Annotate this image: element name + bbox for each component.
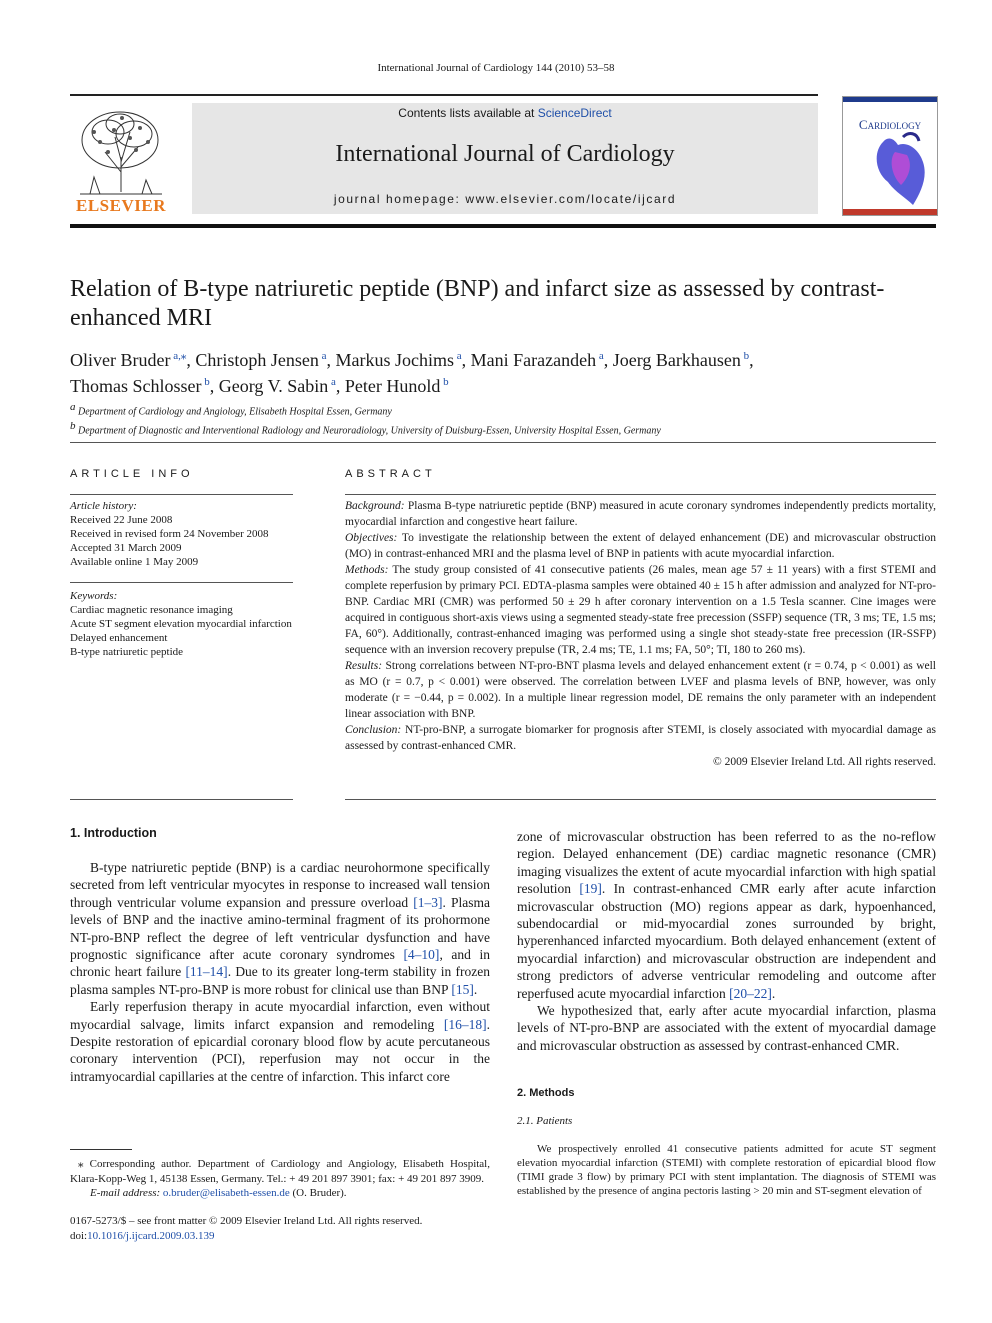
author-separator: ,: [461, 350, 471, 370]
author-separator: ,: [186, 350, 196, 370]
author-name: Christoph Jensen: [195, 350, 319, 370]
affiliation-text: Department of Cardiology and Angiology, Elisabeth Hospital Essen, Germany: [75, 406, 392, 418]
affiliation-mark: a: [70, 401, 76, 413]
author-name: Georg V. Sabin: [218, 376, 329, 396]
author-affiliation-mark[interactable]: a,⁎: [170, 350, 187, 362]
author-name: Markus Jochims: [335, 350, 454, 370]
history-item: Accepted 31 March 2009: [70, 542, 182, 554]
history-item: Received 22 June 2008: [70, 514, 173, 526]
abstract-sections: [345, 498, 936, 754]
text-run: . In contrast-enhanced CMR early after acute infarction microvascular obstruction (MO) regions appear as dark, hypoenhanced, subendocardial or mid-myocardial zones surrounded by bright, hyperenhanced infarcted myocardium. Both delayed enhancement (extent of myocardial infarction) and microvascular obstruction are independent and strong predictors of adverse ventricular remodeling and outcome after reperfused acute myocardial infarction: [517, 881, 936, 1001]
keywords-block: [70, 589, 320, 659]
author-affiliation-mark[interactable]: b: [440, 376, 449, 388]
abstract-label: Conclusion:: [345, 724, 402, 736]
journal-name: International Journal of Cardiology: [335, 141, 675, 167]
intro-paragraph-3: [517, 828, 936, 1002]
running-head: International Journal of Cardiology 144 (2010) 53–58: [377, 62, 615, 74]
text-run: . Due to its greater long-term stability in frozen plasma samples NT-pro-BNP is more robust for clinical use than BNP: [70, 964, 490, 997]
keywords-label: Keywords:: [70, 590, 118, 602]
author-name: Thomas Schlosser: [70, 376, 202, 396]
text-run: . Despite restoration of epicardial coronary blood flow by acute percutaneous coronary intervention (PCI), reperfusion may not occur in the intramyocardial capillaries at the centre of infarction. This infarct core: [70, 1016, 490, 1084]
introduction-heading: 1. Introduction: [70, 826, 157, 840]
abstract-section: [345, 658, 936, 722]
abstract-text: Strong correlations between NT-pro-BNT plasma levels and delayed enhancement extent (r = 0.74, p < 0.001) as well as MO (r = 0.7, p < 0.001) were observed. The correlation between LVEF and plasma levels of BNP, however, was only moderate (r = −0.44, p = 0.002). In a multiple linear regression model, DE remains the only parameter with an independent linear association with BNP.: [345, 660, 936, 720]
sciencedirect-link[interactable]: ScienceDirect: [537, 106, 612, 120]
intro-paragraph-4: We hypothesized that, early after acute myocardial infarction, plasma levels of NT-pro-BNP are associated with the extent of myocardial damage and microvascular obstruction as assessed by contrast-enhanced CMR.: [517, 1003, 936, 1053]
body-column-left: [70, 859, 490, 1085]
footnote-rule: [70, 1149, 132, 1150]
history-item: Available online 1 May 2009: [70, 556, 199, 568]
intro-paragraph-2: [70, 998, 490, 1085]
methods-heading: 2. Methods: [517, 1087, 575, 1099]
affiliation-text: Department of Diagnostic and Interventional Radiology and Neuroradiology, University of Duisburg-Essen, University Hospital Essen, Germany: [75, 425, 661, 437]
text-run: .: [771, 985, 776, 1001]
citation-link[interactable]: [4–10]: [403, 947, 440, 963]
patients-text: [517, 1142, 936, 1198]
abstract-label: Background:: [345, 500, 405, 512]
author-separator: ,: [749, 350, 754, 370]
abstract-section: [345, 562, 936, 658]
author-list: [70, 345, 936, 397]
author-separator: ,: [603, 350, 613, 370]
author-name: Oliver Bruder: [70, 350, 171, 370]
abstract-text: To investigate the relationship between the extent of delayed enhancement (DE) and microvascular obstruction (MO) in contrast-enhanced MRI and the plasma level of BNP in patients with acute myocardial infarction.: [345, 532, 936, 560]
issn-block: [70, 1214, 490, 1243]
patients-subheading: 2.1. Patients: [517, 1115, 573, 1127]
affiliation: [70, 400, 936, 419]
history-label: Article history:: [70, 500, 137, 512]
text-run: , and in chronic heart failure: [70, 947, 490, 980]
abstract-rule: [345, 494, 936, 495]
keyword: B-type natriuretic peptide: [70, 646, 184, 658]
article-history: [70, 499, 300, 569]
author-separator: ,: [335, 376, 345, 396]
copyright-line: © 2009 Elsevier Ireland Ltd. All rights reserved.: [712, 756, 936, 768]
body-column-right: [517, 828, 936, 1054]
email-link[interactable]: o.bruder@elisabeth-essen.de: [162, 1187, 290, 1199]
corresponding-author-footnote: [70, 1157, 490, 1201]
doi-link[interactable]: 10.1016/j.ijcard.2009.03.139: [87, 1229, 215, 1242]
citation-link[interactable]: [15]: [451, 981, 474, 997]
keyword: Cardiac magnetic resonance imaging: [70, 604, 233, 616]
affiliation-rule: [70, 442, 936, 443]
author-affiliation-mark[interactable]: a: [328, 376, 336, 388]
publisher-wordmark: ELSEVIER: [76, 196, 166, 215]
author-name: Mani Farazandeh: [470, 350, 597, 370]
abstract-section: [345, 722, 936, 754]
email-label: E-mail address:: [90, 1187, 161, 1199]
affiliation-mark: b: [70, 420, 76, 433]
masthead-top-rule: [70, 94, 818, 96]
citation-link[interactable]: [11–14]: [185, 964, 228, 980]
header-rule: [70, 224, 936, 228]
intro-paragraph-1: [70, 859, 490, 998]
abstract-section: [345, 498, 936, 530]
text-run: Early reperfusion therapy in acute myocardial infarction, even without myocardial salvage, limits infarct expansion and remodeling: [70, 999, 490, 1032]
keywords-rule: [70, 582, 293, 583]
abstract-heading: ABSTRACT: [345, 468, 436, 480]
author-separator: ,: [209, 376, 219, 396]
article-info-heading: ARTICLE INFO: [70, 468, 194, 480]
journal-cover-thumbnail: [842, 96, 938, 216]
abstract-bottom-rule: [345, 799, 936, 800]
footnote-mark: ⁎: [78, 1158, 84, 1170]
author-affiliation-mark[interactable]: b: [740, 350, 750, 362]
abstract-text: Plasma B-type natriuretic peptide (BNP) measured in acute coronary syndromes independently predicts mortality, myocardial infarction and congestive heart failure.: [345, 500, 936, 528]
text-run: B-type natriuretic peptide (BNP) is a cardiac neurohormone specifically secreted from left ventricular myocytes in response to increased wall tension through ventricular volume expansion and pressure overload: [70, 860, 490, 910]
email-suffix: (O. Bruder).: [289, 1187, 347, 1199]
footnote-text: Corresponding author. Department of Cardiology and Angiology, Elisabeth Hospital, Klara-Kopp-Weg 1, 45138 Essen, Germany. Tel.: + 49 201 897 3901; fax: + 49 201 897 3909.: [70, 1158, 490, 1185]
front-matter-line: 0167-5273/$ – see front matter © 2009 Elsevier Ireland Ltd. All rights reserved.: [70, 1215, 423, 1227]
citation-link[interactable]: [19]: [579, 881, 602, 897]
text-run: zone of microvascular obstruction has been referred to as the no-reflow region. Delayed enhancement (DE) cardiac magnetic resonance (CMR) imaging visualizes the extent of acute myocardial infarction with high spatial resolution: [517, 829, 936, 897]
history-item: Received in revised form 24 November 2008: [70, 528, 269, 540]
citation-link[interactable]: [1–3]: [413, 894, 443, 910]
abstract-label: Results:: [345, 660, 383, 672]
keyword: Delayed enhancement: [70, 632, 168, 644]
abstract-label: Objectives:: [345, 532, 398, 544]
keyword-list: [70, 603, 320, 659]
author-affiliation-mark[interactable]: a: [596, 350, 604, 362]
abstract-label: Methods:: [345, 564, 389, 576]
cover-heart-image: [843, 97, 937, 215]
author-affiliation-mark[interactable]: a: [454, 350, 462, 362]
contents-line: [192, 106, 818, 120]
author-affiliation-mark[interactable]: b: [201, 376, 210, 388]
article-info-bottom-rule: [70, 799, 293, 800]
abstract-section: [345, 530, 936, 562]
author-affiliation-mark[interactable]: a: [318, 350, 327, 362]
abstract-text: NT-pro-BNP, a surrogate biomarker for prognosis after STEMI, is closely associated with myocardial damage as assessed by contrast-enhanced CMR.: [345, 724, 936, 752]
citation-link[interactable]: [16–18]: [443, 1016, 487, 1032]
patients-paragraph: We prospectively enrolled 41 consecutive patients admitted for acute ST segment elevation myocardial infarction (STEMI) with complete restoration of epicardial blood flow (TIMI grade 3 flow) by primary PCI with stent implantation. The diagnosis of STEMI was established by the presence of angina pectoris lasting > 20 min and ST-segment elevation of: [517, 1143, 936, 1197]
citation-link[interactable]: [20–22]: [729, 985, 772, 1001]
article-info-rule: [70, 494, 293, 495]
abstract-body: [345, 498, 936, 770]
cover-title: Cardiology: [858, 117, 922, 132]
abstract-text: The study group consisted of 41 consecutive patients (26 males, mean age 57 ± 11 years) with a first STEMI and complete reperfusion by primary PCI. EDTA-plasma samples were obtained 40 ± 15 h after admission and analyzed for NT-pro-BNP. Cardiac MRI (CMR) was performed 50 ± 29 h after coronary intervention on a 1.5 Tesla scanner. Cine images were acquired in contiguous short-axis views using a segmented steady-state free precession (SSFP) sequence (TR, 3 ms; TE, 1.5 ms; FA, 60°). Additionally, contrast-enhanced imaging was performed using a single shot steady-state free precession (IR-SSFP) sequence with an inversion recovery prepulse (TR, 2.4 ms; TE, 1.1 ms; FA, 50°; TI, 180 to 260 ms).: [345, 564, 936, 656]
text-run: .: [473, 981, 478, 997]
journal-homepage[interactable]: journal homepage: www.elsevier.com/locate/ijcard: [333, 192, 677, 206]
keyword: Acute ST segment elevation myocardial infarction: [70, 618, 292, 630]
contents-prefix: Contents lists available at: [398, 106, 538, 120]
author-name: Peter Hunold: [344, 376, 441, 396]
affiliation-list: [70, 400, 936, 439]
affiliation: [70, 419, 936, 438]
author-name: Joerg Barkhausen: [612, 350, 741, 370]
text-run: . Plasma levels of BNP and the inactive amino-terminal fragment of its prohormone NT-pro-BNP reflect the degree of left ventricular dysfunction and have prognostic significance after acute coronary syndromes: [70, 894, 490, 963]
history-list: [70, 513, 300, 569]
doi-prefix: doi:: [70, 1229, 88, 1242]
author-separator: ,: [326, 350, 336, 370]
article-title: Relation of B-type natriuretic peptide (BNP) and infarct size as assessed by contrast-enhanced MRI: [70, 276, 885, 331]
